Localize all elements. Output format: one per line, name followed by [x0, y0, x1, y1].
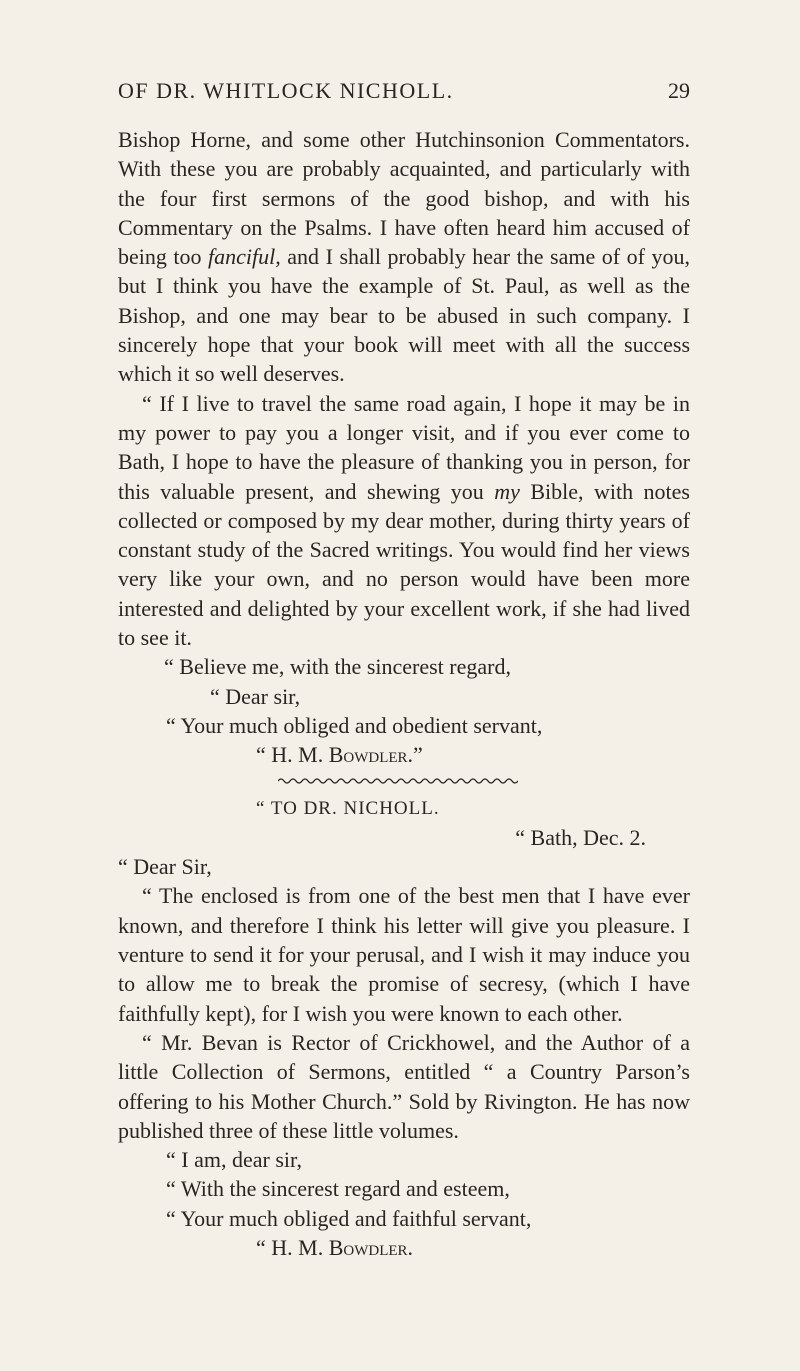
letter2-closing-line-2: “ With the sincerest regard and esteem,	[166, 1176, 510, 1202]
closing-line-3: “ Your much obliged and obedient servant,	[166, 712, 543, 738]
paragraph-2-text-a: “ If I live to travel the same road again, I hope it may be in my power to pay you a longer visit, and if you ever come to Bath, I hope to have the pleasure of thanking you in person, for this valuable present, and shewing you	[118, 390, 690, 504]
letter2-closing-line-3: “ Your much obliged and faithful servant,	[166, 1205, 532, 1231]
paragraph-2-italic: my	[494, 478, 520, 504]
wavy-rule-icon	[278, 776, 518, 786]
running-title: OF DR. WHITLOCK NICHOLL.	[118, 78, 454, 103]
closing-line-1: “ Believe me, with the sincerest regard,	[164, 654, 511, 680]
letter-dateline: “ Bath, Dec. 2.	[515, 824, 646, 850]
paragraph-1-text-b: and I shall probably hear the same of of you, but I think you have the example of St. Paul, as well as the Bishop, and one may bear to be abused in such company. I sincerely hope that your book will meet with all the success which it so well deserves.	[118, 244, 690, 387]
paragraph-1-text-a: Bishop Horne, and some other Hutchinsonion Commentators. With these you are probably acquainted, and particularly with the four first sermons of the good bishop, and with his Commentary on the Psalms. I have often heard him accused of being too	[118, 127, 690, 270]
running-header	[118, 78, 690, 110]
page-number: 29	[668, 78, 690, 103]
section-divider	[118, 774, 690, 788]
letter-addressee: “ TO DR. NICHOLL.	[256, 797, 440, 819]
closing-line-2: “ Dear sir,	[210, 683, 301, 709]
paragraph-1-italic: fanciful,	[208, 244, 281, 270]
paragraph-2	[118, 389, 690, 653]
letter2-paragraph-1: “ The enclosed is from one of the best men that I have ever known, and therefore I think his letter will give you pleasure. I venture to send it for your perusal, and I wish it may induce you to allow me to break the promise of secresy, (which I have faithfully kept), for I wish you were known to each other.	[118, 883, 690, 1026]
letter2-paragraph-2: “ Mr. Bevan is Rector of Crickhowel, and the Author of a little Collection of Sermons, entitled “ a Country Parson’s offering to his Mother Church.” Sold by Rivington. He has now published three of these little volumes.	[118, 1029, 690, 1143]
letter-salutation: “ Dear Sir,	[118, 854, 212, 880]
signature-2: “ H. M. Bowdler.	[256, 1234, 414, 1260]
page-body	[118, 125, 690, 1262]
signature-line-1	[118, 740, 690, 769]
letter2-closing-line-1: “ I am, dear sir,	[166, 1147, 302, 1173]
signature-line-2	[118, 1233, 690, 1262]
paragraph-2-text-b: Bible, with notes collected or composed by my dear mother, during thirty years of constant study of the Sacred writings. You would find her views very like your own, and no person would have been more interested and delighted by your excellent work, if she had lived to see it.	[118, 478, 690, 651]
signature-1: “ H. M. Bowdler.”	[256, 742, 423, 768]
paragraph-1	[118, 125, 690, 389]
